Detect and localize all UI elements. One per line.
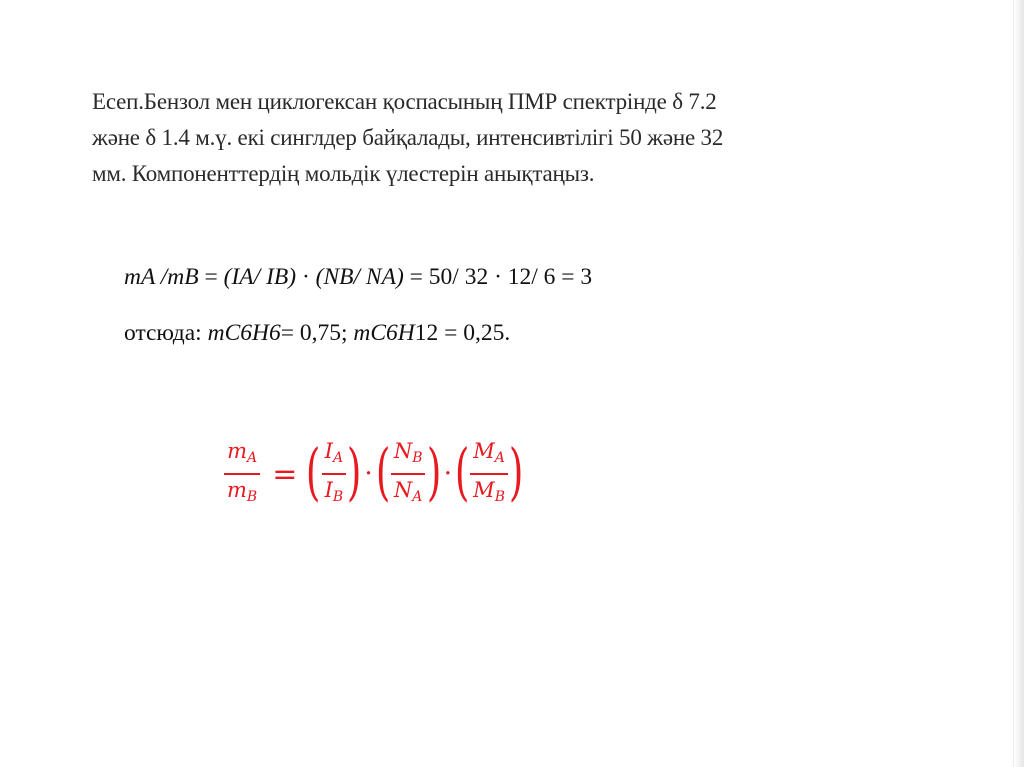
intensity-den-sub: B xyxy=(332,489,344,505)
equals-sign: = xyxy=(198,264,224,290)
ratio-equation xyxy=(124,264,592,291)
proton-den: N xyxy=(393,478,413,502)
lparen-3: ( xyxy=(454,435,470,508)
benzene-fraction-var: mC6H6 xyxy=(207,320,281,346)
problem-statement xyxy=(92,84,852,192)
problem-line-2: және δ 1.4 м.ү. екі синглдер байқалады, интенсивтілігі 50 және 32 xyxy=(92,125,724,150)
formula-dot-2: · xyxy=(443,459,452,489)
intensity-den: I xyxy=(324,478,333,502)
lparen-2: ( xyxy=(375,435,390,508)
intensity-num: I xyxy=(324,439,333,463)
cyclohexane-fraction-var: mC6H xyxy=(353,320,415,346)
ratio-result: = 50/ 32 · 12/ 6 = 3 xyxy=(403,264,593,290)
multiply-sign: · xyxy=(296,264,316,290)
intensity-num-sub: A xyxy=(332,450,344,466)
molar-mass-fraction xyxy=(470,439,508,509)
benzene-fraction-value: = 0,75; xyxy=(280,320,354,346)
lparen-1: ( xyxy=(306,435,321,508)
mass-num: m xyxy=(227,439,247,463)
molar-mass-den-sub: B xyxy=(494,489,505,505)
general-formula xyxy=(222,434,522,514)
rparen-3: ) xyxy=(508,435,524,508)
intensity-ratio: (IA/ IB) xyxy=(223,264,297,290)
formula-equals: = xyxy=(272,456,298,492)
cyclohexane-fraction-value: 12 = 0,25. xyxy=(414,320,511,346)
problem-line-3: мм. Компоненттердің мольдік үлестерін анықтаңыз. xyxy=(92,161,595,186)
proton-num-sub: B xyxy=(412,450,423,466)
mass-den: m xyxy=(227,478,247,502)
proton-num: N xyxy=(393,439,413,463)
problem-line-1: Есеп.Бензол мен циклогексан қоспасының ПМР спектрінде δ 7.2 xyxy=(92,89,717,114)
mass-fraction xyxy=(224,439,260,509)
proton-ratio: (NB/ NA) xyxy=(315,264,404,290)
answer-line xyxy=(124,320,510,347)
rparen-2: ) xyxy=(426,435,441,508)
molar-mass-num-sub: A xyxy=(494,450,505,466)
intensity-fraction xyxy=(322,439,347,509)
answer-prefix: отсюда: xyxy=(124,320,208,346)
rparen-1: ) xyxy=(346,435,362,508)
proton-fraction xyxy=(391,439,426,509)
molar-mass-den: M xyxy=(473,478,495,502)
proton-den-sub: A xyxy=(412,489,423,505)
formula-dot-1: · xyxy=(364,459,373,489)
molar-mass-num: M xyxy=(473,439,495,463)
slide-edge xyxy=(1013,0,1024,767)
mass-den-sub: B xyxy=(246,489,258,505)
mass-num-sub: A xyxy=(247,450,258,466)
mass-ratio: mA /mB xyxy=(124,264,199,290)
